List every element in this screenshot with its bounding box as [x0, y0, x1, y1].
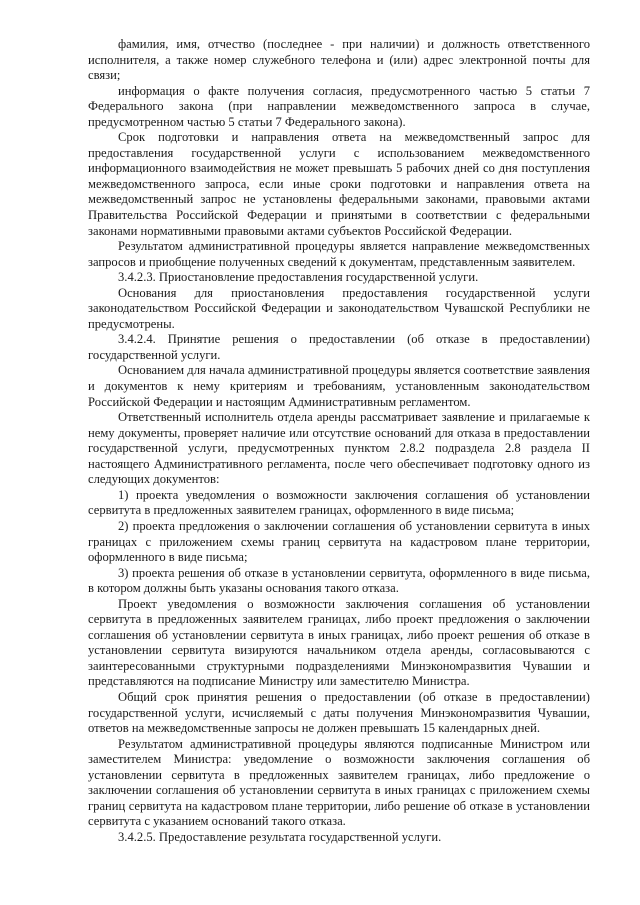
list-item-1: 1) проекта уведомления о возможности заключения соглашения об установлении сервитута в предложенных заявителем границах, оформленного в виде письма; [88, 487, 590, 518]
paragraph-procedure-result: Результатом административной процедуры является направление межведомственных запросов и приобщение полученных сведений к документам, представленным заявителем. [88, 239, 590, 269]
list-item-3: 3) проекта решения об отказе в установлении сервитута, оформленного в виде письма, в котором должны быть указаны основания такого отказа. [88, 565, 590, 596]
section-heading-3-4-2-5: 3.4.2.5. Предоставление результата государственной услуги. [118, 829, 442, 844]
paragraph-contact-details: фамилия, имя, отчество (последнее - при наличии) и должность ответственного исполнителя, а также номер служебного телефона и (или) адрес электронной почты для связи; [88, 37, 590, 83]
document-page [88, 37, 590, 845]
section-heading-3-4-2-3: 3.4.2.3. Приостановление предоставления государственной услуги. [118, 270, 479, 285]
section-heading-3-4-2-4: 3.4.2.4. Принятие решения о предоставлении (об отказе в предоставлении) государственной услуги. [88, 332, 590, 362]
paragraph-response-deadline: Срок подготовки и направления ответа на межведомственный запрос для предоставления государственной услуги с использованием межведомственного информационного взаимодействия не может превышать 5 рабочих дней со дня поступления межведомственного запроса, если иные сроки подготовки и направления ответа на межведомственный запрос не установлены федеральными законами, правовыми актами Правительства Российской Федерации и принятыми в соответствии с федеральными законами нормативными правовыми актами субъектов Российской Федерации. [88, 130, 590, 238]
paragraph-total-term: Общий срок принятия решения о предоставлении (об отказе в предоставлении) государственной услуги, исчисляемый с даты получения Минэкономразвития Чувашии, ответов на межведомственные запросы не должен превышать 15 календарных дней. [88, 689, 590, 736]
paragraph-result-signed: Результатом административной процедуры являются подписанные Министром или заместителем Министра: уведомление о возможности заключения соглашения об установлении сервитута в предложенных заявителем границах, либо предложение о заключении соглашения об установлении сервитута в иных границах с приложением схемы границ сервитута на кадастровом плане территории, либо решение об отказе в установлении сервитута с указанием оснований такого отказа. [88, 736, 590, 829]
paragraph-executor-review: Ответственный исполнитель отдела аренды рассматривает заявление и прилагаемые к нему документы, проверяет наличие или отсутствие оснований для отказа в предоставлении государственной услуги, предусмотренных пунктом 2.8.2 подраздела 2.8 раздела II настоящего Административного регламента, после чего обеспечивает подготовку одного из следующих документов: [88, 410, 590, 487]
paragraph-suspension-grounds: Основания для приостановления предоставления государственной услуги законодательством Российской Федерации и законодательством Чувашской Республики не предусмотрены. [88, 285, 590, 331]
paragraph-consent-info: информация о факте получения согласия, предусмотренного частью 5 статьи 7 Федерального закона (при направлении межведомственного запроса в случае, предусмотренном частью 5 статьи 7 Федерального закона). [88, 83, 590, 129]
paragraph-draft-approval: Проект уведомления о возможности заключения соглашения об установлении сервитута в предложенных заявителем границах, либо проект предложения о заключении соглашения об установлении сервитута в иных границах, либо проект решения об отказе в установлении сервитута визируются начальником отдела аренды, согласовываются с заинтересованными структурными подразделениями Минэкономразвития Чувашии и представляются на подписание Министру или заместителю Министра. [88, 596, 590, 689]
list-item-2: 2) проекта предложения о заключении соглашения об установлении сервитута в иных границах с приложением схемы границ сервитута на кадастровом плане территории, оформленного в виде письма; [88, 518, 590, 565]
paragraph-procedure-basis: Основанием для начала административной процедуры является соответствие заявления и документов к нему критериям и требованиям, установленным законодательством Российской Федерации и настоящим Административным регламентом. [88, 363, 590, 409]
